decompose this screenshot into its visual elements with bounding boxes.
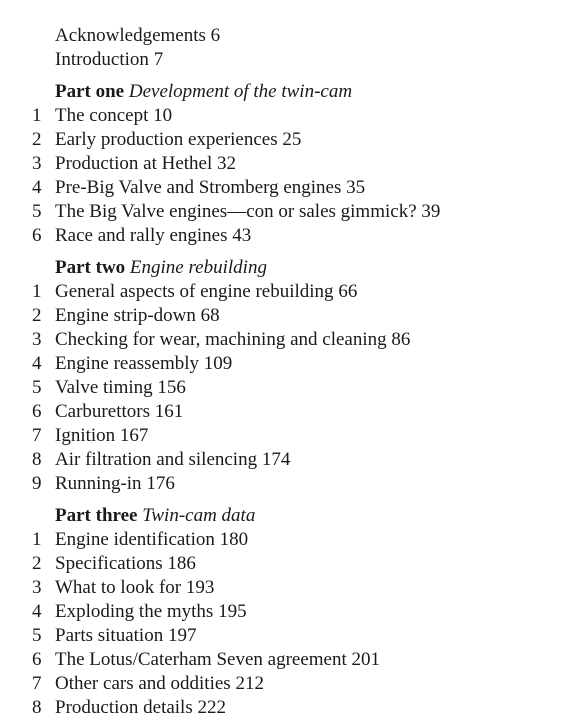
chapter-title: Checking for wear, machining and cleaning [55,329,387,350]
chapter-page: 195 [218,601,247,622]
chapter-title: Specifications [55,553,163,574]
chapter-title: Production at Hethel [55,153,213,174]
chapter-number: 1 [32,281,42,302]
chapter-title: Engine reassembly [55,353,200,374]
chapter-title: Valve timing [55,377,153,398]
chapter-number: 2 [32,305,42,326]
chapter-number: 3 [32,577,42,598]
part-title: Development of the twin-cam [128,81,353,102]
chapter-number: 9 [32,473,42,494]
chapter-number: 2 [32,129,42,150]
chapter-number: 1 [32,105,42,126]
part-label: Part two [55,257,126,278]
chapter-title: What to look for [55,577,182,598]
chapter-title: The Lotus/Caterham Seven agreement [55,649,347,670]
chapter-title: Running-in [55,473,142,494]
part-label: Part three [55,505,138,526]
chapter-page: 32 [217,153,236,174]
chapter-page: 43 [232,225,252,246]
chapter-page: 167 [119,425,149,446]
chapter-number: 6 [32,649,42,670]
chapter-number: 3 [32,329,42,350]
chapter-page: 39 [421,201,441,222]
chapter-number: 2 [32,553,42,574]
chapter-title: Other cars and oddities [55,673,231,694]
chapter-number: 4 [32,353,42,374]
chapter-page: 25 [282,129,302,150]
chapter-page: 161 [154,401,184,422]
chapter-title: Parts situation [55,625,164,646]
chapter-number: 8 [32,697,42,718]
chapter-page: 109 [203,353,233,374]
part-title: Engine rebuilding [129,257,267,278]
chapter-number: 5 [32,201,42,222]
chapter-page: 176 [146,473,175,494]
entry-title: Acknowledgements [55,25,206,46]
chapter-title: Engine identification [55,529,215,550]
part-title: Twin-cam data [142,505,256,526]
chapter-number: 7 [32,425,42,446]
chapter-page: 180 [219,529,249,550]
chapter-title: Early production experiences [55,129,278,150]
chapter-number: 1 [32,529,42,550]
chapter-number: 6 [32,401,42,422]
entry-title: Introduction [55,49,149,70]
chapter-title: Pre-Big Valve and Stromberg engines [55,177,342,198]
chapter-title: Engine strip-down [55,305,196,326]
chapter-title: Air filtration and silencing [55,449,258,470]
chapter-title: General aspects of engine rebuilding [55,281,334,302]
chapter-title: Carburettors [55,401,150,422]
chapter-title: Production details [55,697,193,718]
chapter-page: 222 [197,697,226,718]
part-label: Part one [55,81,125,102]
chapter-title: The concept [55,105,149,126]
chapter-title: Ignition [55,425,116,446]
chapter-number: 4 [32,177,42,198]
chapter-number: 8 [32,449,42,470]
chapter-page: 156 [157,377,186,398]
chapter-number: 5 [32,377,42,398]
chapter-number: 6 [32,225,42,246]
chapter-title: Exploding the myths [55,601,214,622]
chapter-page: 186 [167,553,196,574]
chapter-page: 86 [391,329,411,350]
chapter-number: 7 [32,673,42,694]
chapter-title: Race and rally engines [55,225,228,246]
entry-page: 7 [153,49,164,70]
chapter-number: 4 [32,601,42,622]
chapter-title: The Big Valve engines—con or sales gimmick? [55,201,417,222]
chapter-page: 197 [167,625,197,646]
chapter-number: 3 [32,153,42,174]
chapter-page: 35 [346,177,366,198]
chapter-page: 10 [153,105,173,126]
chapter-page: 68 [200,305,220,326]
chapter-page: 66 [338,281,358,302]
chapter-page: 174 [261,449,291,470]
chapter-page: 201 [351,649,381,670]
chapter-page: 212 [235,673,264,694]
entry-page: 6 [210,25,221,46]
chapter-page: 193 [185,577,215,598]
chapter-number: 5 [32,625,42,646]
